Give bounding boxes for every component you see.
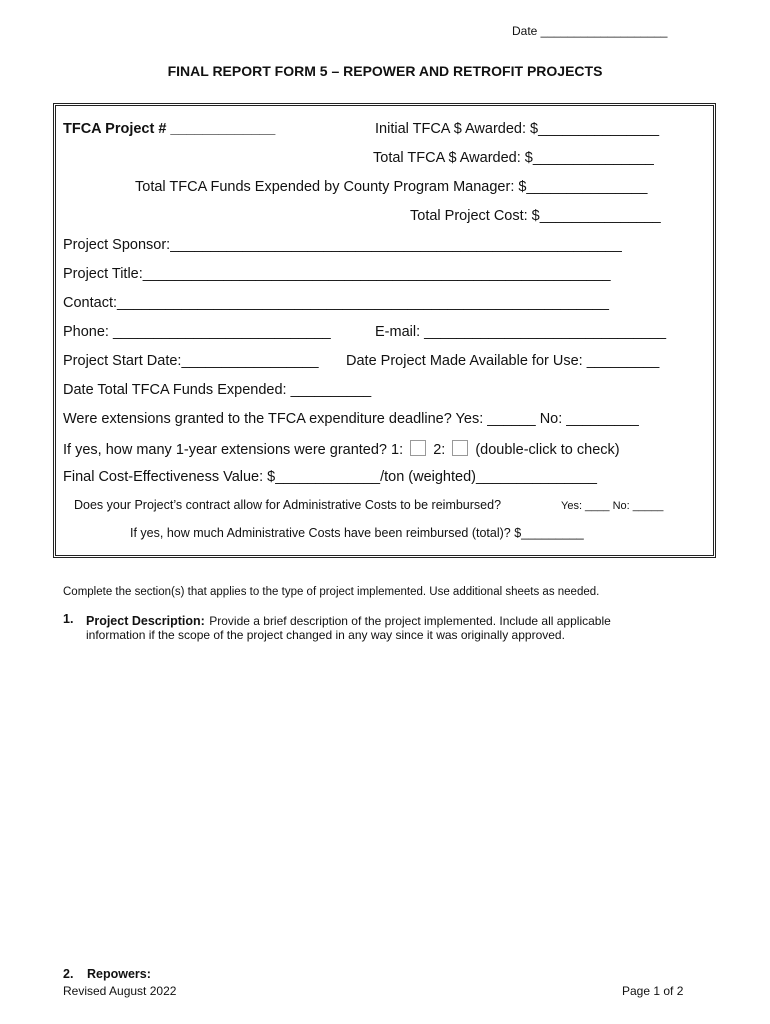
section-1-number: 1. — [63, 612, 74, 626]
admin-costs-question: Does your Project’s contract allow for Administrative Costs to be reimbursed? — [74, 498, 502, 512]
page-number: Page 1 of 2 — [622, 984, 684, 998]
cost-effectiveness-field[interactable]: Final Cost-Effectiveness Value: $_____________/ton (weighted)_______________ — [63, 469, 597, 485]
county-expended-field[interactable]: Total TFCA Funds Expended by County Program Manager: $_______________ — [135, 179, 648, 195]
admin-costs-yes-no[interactable]: Yes: ____ No: _____ — [561, 500, 664, 512]
project-title-field[interactable]: Project Title:__________________________________________________________ — [63, 266, 611, 282]
instructions-text: Complete the section(s) that applies to the type of project implemented. Use additional sheets as needed. — [63, 586, 600, 598]
initial-awarded-field[interactable]: Initial TFCA $ Awarded: $_______________ — [375, 121, 660, 137]
total-awarded-field[interactable]: Total TFCA $ Awarded: $_______________ — [373, 150, 654, 166]
funds-expended-date-field[interactable]: Date Total TFCA Funds Expended: __________ — [63, 382, 372, 398]
section-2-number: 2. — [63, 967, 74, 981]
section-1-text-line2: information if the scope of the project changed in any way since it was originally approved. — [86, 628, 565, 642]
project-sponsor-field[interactable]: Project Sponsor:________________________________________________________ — [63, 237, 622, 253]
revised-date: Revised August 2022 — [63, 984, 177, 998]
double-click-note: (double-click to check) — [475, 442, 620, 458]
extensions-question[interactable]: Were extensions granted to the TFCA expenditure deadline? Yes: ______ No: _________ — [63, 411, 639, 427]
extension-2-label: 2: — [433, 442, 446, 458]
contact-field[interactable]: Contact:_____________________________________________________________ — [63, 295, 609, 311]
section-1-text-line1: Provide a brief description of the project implemented. Include all applicable — [209, 614, 611, 628]
total-cost-field[interactable]: Total Project Cost: $_______________ — [410, 208, 661, 224]
section-1-title: Project Description: — [86, 614, 205, 628]
email-field[interactable]: E-mail: ______________________________ — [375, 324, 667, 340]
project-number-field[interactable]: TFCA Project # _____________ — [63, 121, 276, 137]
extension-2-checkbox[interactable] — [452, 440, 468, 456]
start-date-field[interactable]: Project Start Date:_________________ — [63, 353, 319, 369]
extension-1-checkbox[interactable] — [410, 440, 426, 456]
admin-costs-amount-field[interactable]: If yes, how much Administrative Costs have been reimbursed (total)? $_________ — [130, 526, 584, 540]
page-title: FINAL REPORT FORM 5 – REPOWER AND RETROFIT PROJECTS — [167, 63, 603, 79]
extensions-count-row — [63, 440, 620, 458]
phone-field[interactable]: Phone: ___________________________ — [63, 324, 331, 340]
available-date-field[interactable]: Date Project Made Available for Use: _________ — [346, 353, 660, 369]
section-2-title: Repowers: — [87, 967, 151, 981]
extensions-count-label: If yes, how many 1-year extensions were granted? 1: — [63, 442, 404, 458]
date-field[interactable]: Date ___________________ — [512, 24, 668, 38]
